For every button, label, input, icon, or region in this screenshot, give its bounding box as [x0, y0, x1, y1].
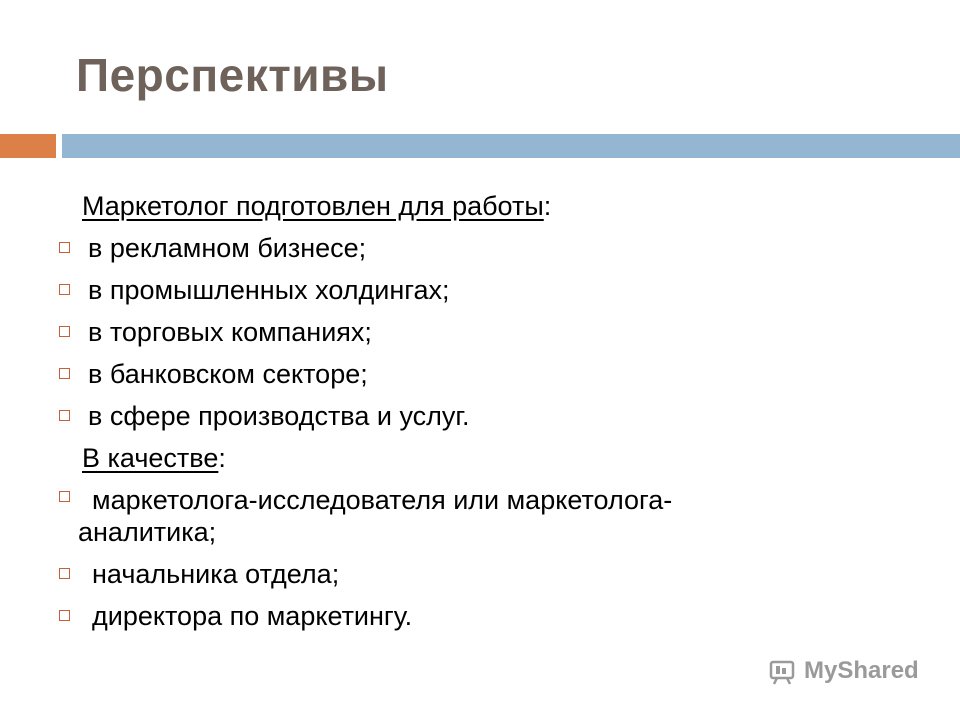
- list-item: [0, 311, 900, 353]
- list-item: [0, 395, 900, 437]
- watermark-text: MyShared: [804, 657, 919, 684]
- section-heading-work-label: Маркетолог подготовлен для работы: [82, 191, 544, 221]
- square-bullet-icon: [59, 326, 70, 337]
- square-bullet-icon: [59, 610, 70, 621]
- list-item-text-continued: аналитика;: [78, 517, 217, 547]
- square-bullet-icon: [59, 491, 70, 502]
- section-heading-role-label: В качестве: [82, 443, 219, 473]
- heading-colon: :: [218, 443, 226, 473]
- section-heading-role: [0, 437, 900, 479]
- myshared-watermark: [768, 656, 919, 686]
- list-item: [0, 353, 900, 395]
- square-bullet-icon: [59, 568, 70, 579]
- accent-bar: [0, 134, 56, 158]
- list-item: [0, 595, 900, 637]
- list-item: [0, 479, 812, 553]
- square-bullet-icon: [59, 410, 70, 421]
- list-item-text: в сфере производства и услуг.: [88, 401, 470, 431]
- myshared-logo-icon: [768, 656, 798, 686]
- list-item-text: в банковском секторе;: [88, 359, 368, 389]
- section-heading-work: [0, 185, 900, 227]
- square-bullet-icon: [59, 284, 70, 295]
- list-item: [0, 227, 900, 269]
- list-item-text: в промышленных холдингах;: [88, 275, 450, 305]
- title-underline-bar: [62, 134, 960, 158]
- list-item-text: начальника отдела;: [92, 559, 340, 589]
- list-item-text: в рекламном бизнесе;: [88, 233, 367, 263]
- square-bullet-icon: [59, 242, 70, 253]
- list-item: [0, 553, 900, 595]
- slide-content: [0, 185, 900, 637]
- square-bullet-icon: [59, 368, 70, 379]
- list-item-text: в торговых компаниях;: [88, 317, 372, 347]
- list-item-text: маркетолога-исследователя или маркетолога-: [92, 485, 673, 515]
- heading-colon: :: [543, 191, 552, 221]
- list-item-text: директора по маркетингу.: [92, 601, 413, 631]
- slide-title: Перспективы: [76, 49, 389, 101]
- list-item: [0, 269, 900, 311]
